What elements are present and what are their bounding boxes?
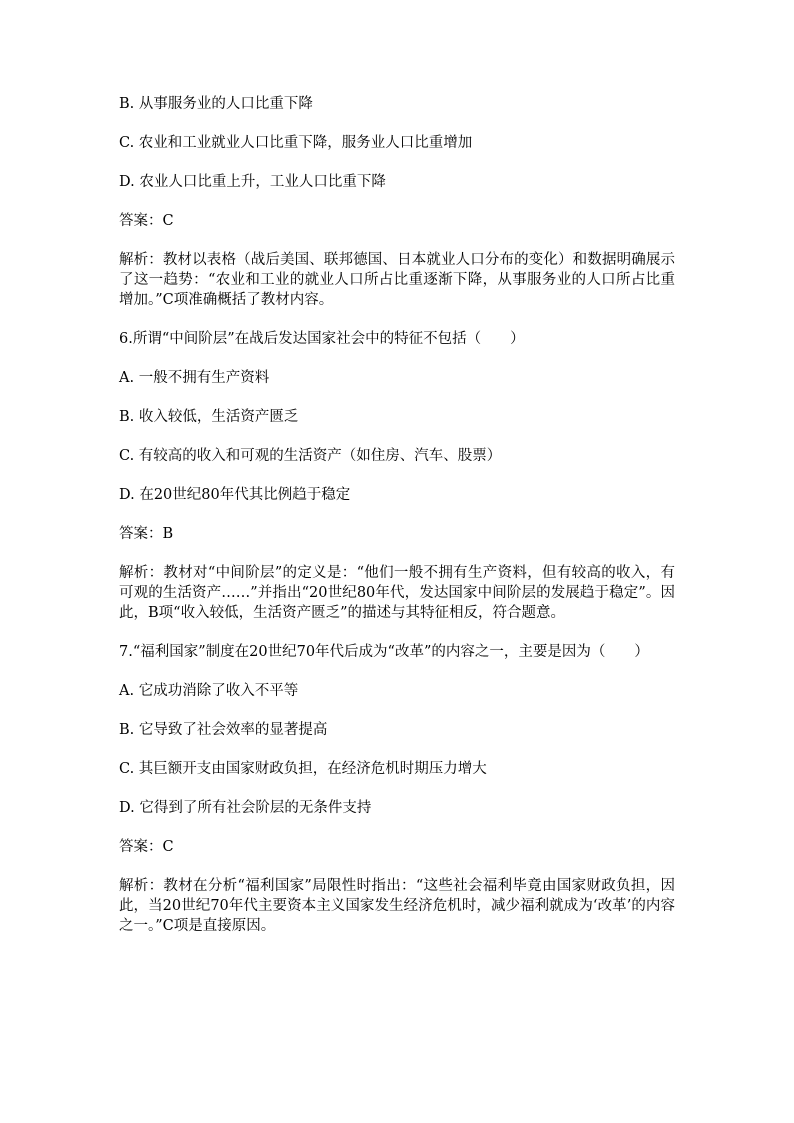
option-d-q5: D. 农业人口比重上升，工业人口比重下降 [119, 174, 386, 190]
option-b-q5: B. 从事服务业的人口比重下降 [119, 96, 313, 112]
option-d-q6: D. 在20世纪80年代其比例趋于稳定 [119, 487, 351, 503]
option-c-q7: C. 其巨额开支由国家财政负担，在经济危机时期压力增大 [119, 761, 487, 777]
explanation-q5: 解析：教材以表格（战后美国、联邦德国、日本就业人口分布的变化）和数据明确展示了这一趋势：“农业和工业的就业人口所占比重逐渐下降，从事服务业的人口所占比重增加。”C项准确概括了教材内容。 [119, 252, 675, 308]
option-a-q7: A. 它成功消除了收入不平等 [119, 683, 299, 699]
question-6: 6.所谓“中间阶层”在战后发达国家社会中的特征不包括（ ） [119, 331, 525, 347]
answer-q6: 答案：B [119, 526, 174, 542]
option-c-q5: C. 农业和工业就业人口比重下降，服务业人口比重增加 [119, 135, 473, 151]
option-c-q6: C. 有较高的收入和可观的生活资产（如住房、汽车、股票） [119, 448, 502, 464]
answer-q7: 答案：C [119, 839, 174, 855]
question-7: 7.“福利国家”制度在20世纪70年代后成为“改革”的内容之一，主要是因为（ ） [119, 644, 649, 660]
option-a-q6: A. 一般不拥有生产资料 [119, 370, 270, 386]
option-b-q7: B. 它导致了社会效率的显著提高 [119, 722, 328, 738]
option-d-q7: D. 它得到了所有社会阶层的无条件支持 [119, 800, 372, 816]
document-body [119, 94, 675, 955]
explanation-q6: 解析：教材对“中间阶层”的定义是：“他们一般不拥有生产资料，但有较高的收入，有可观的生活资产……”并指出“20世纪80年代，发达国家中间阶层的发展趋于稳定”。因此，B项“收入较低，生活资产匮乏”的描述与其特征相反，符合题意。 [119, 565, 675, 621]
explanation-q7: 解析：教材在分析“福利国家”局限性时指出：“这些社会福利毕竟由国家财政负担，因此，当20世纪70年代主要资本主义国家发生经济危机时，减少福利就成为‘改革’的内容之一。”C项是直接原因。 [119, 878, 675, 934]
option-b-q6: B. 收入较低，生活资产匮乏 [119, 409, 299, 425]
answer-q5: 答案：C [119, 213, 174, 229]
